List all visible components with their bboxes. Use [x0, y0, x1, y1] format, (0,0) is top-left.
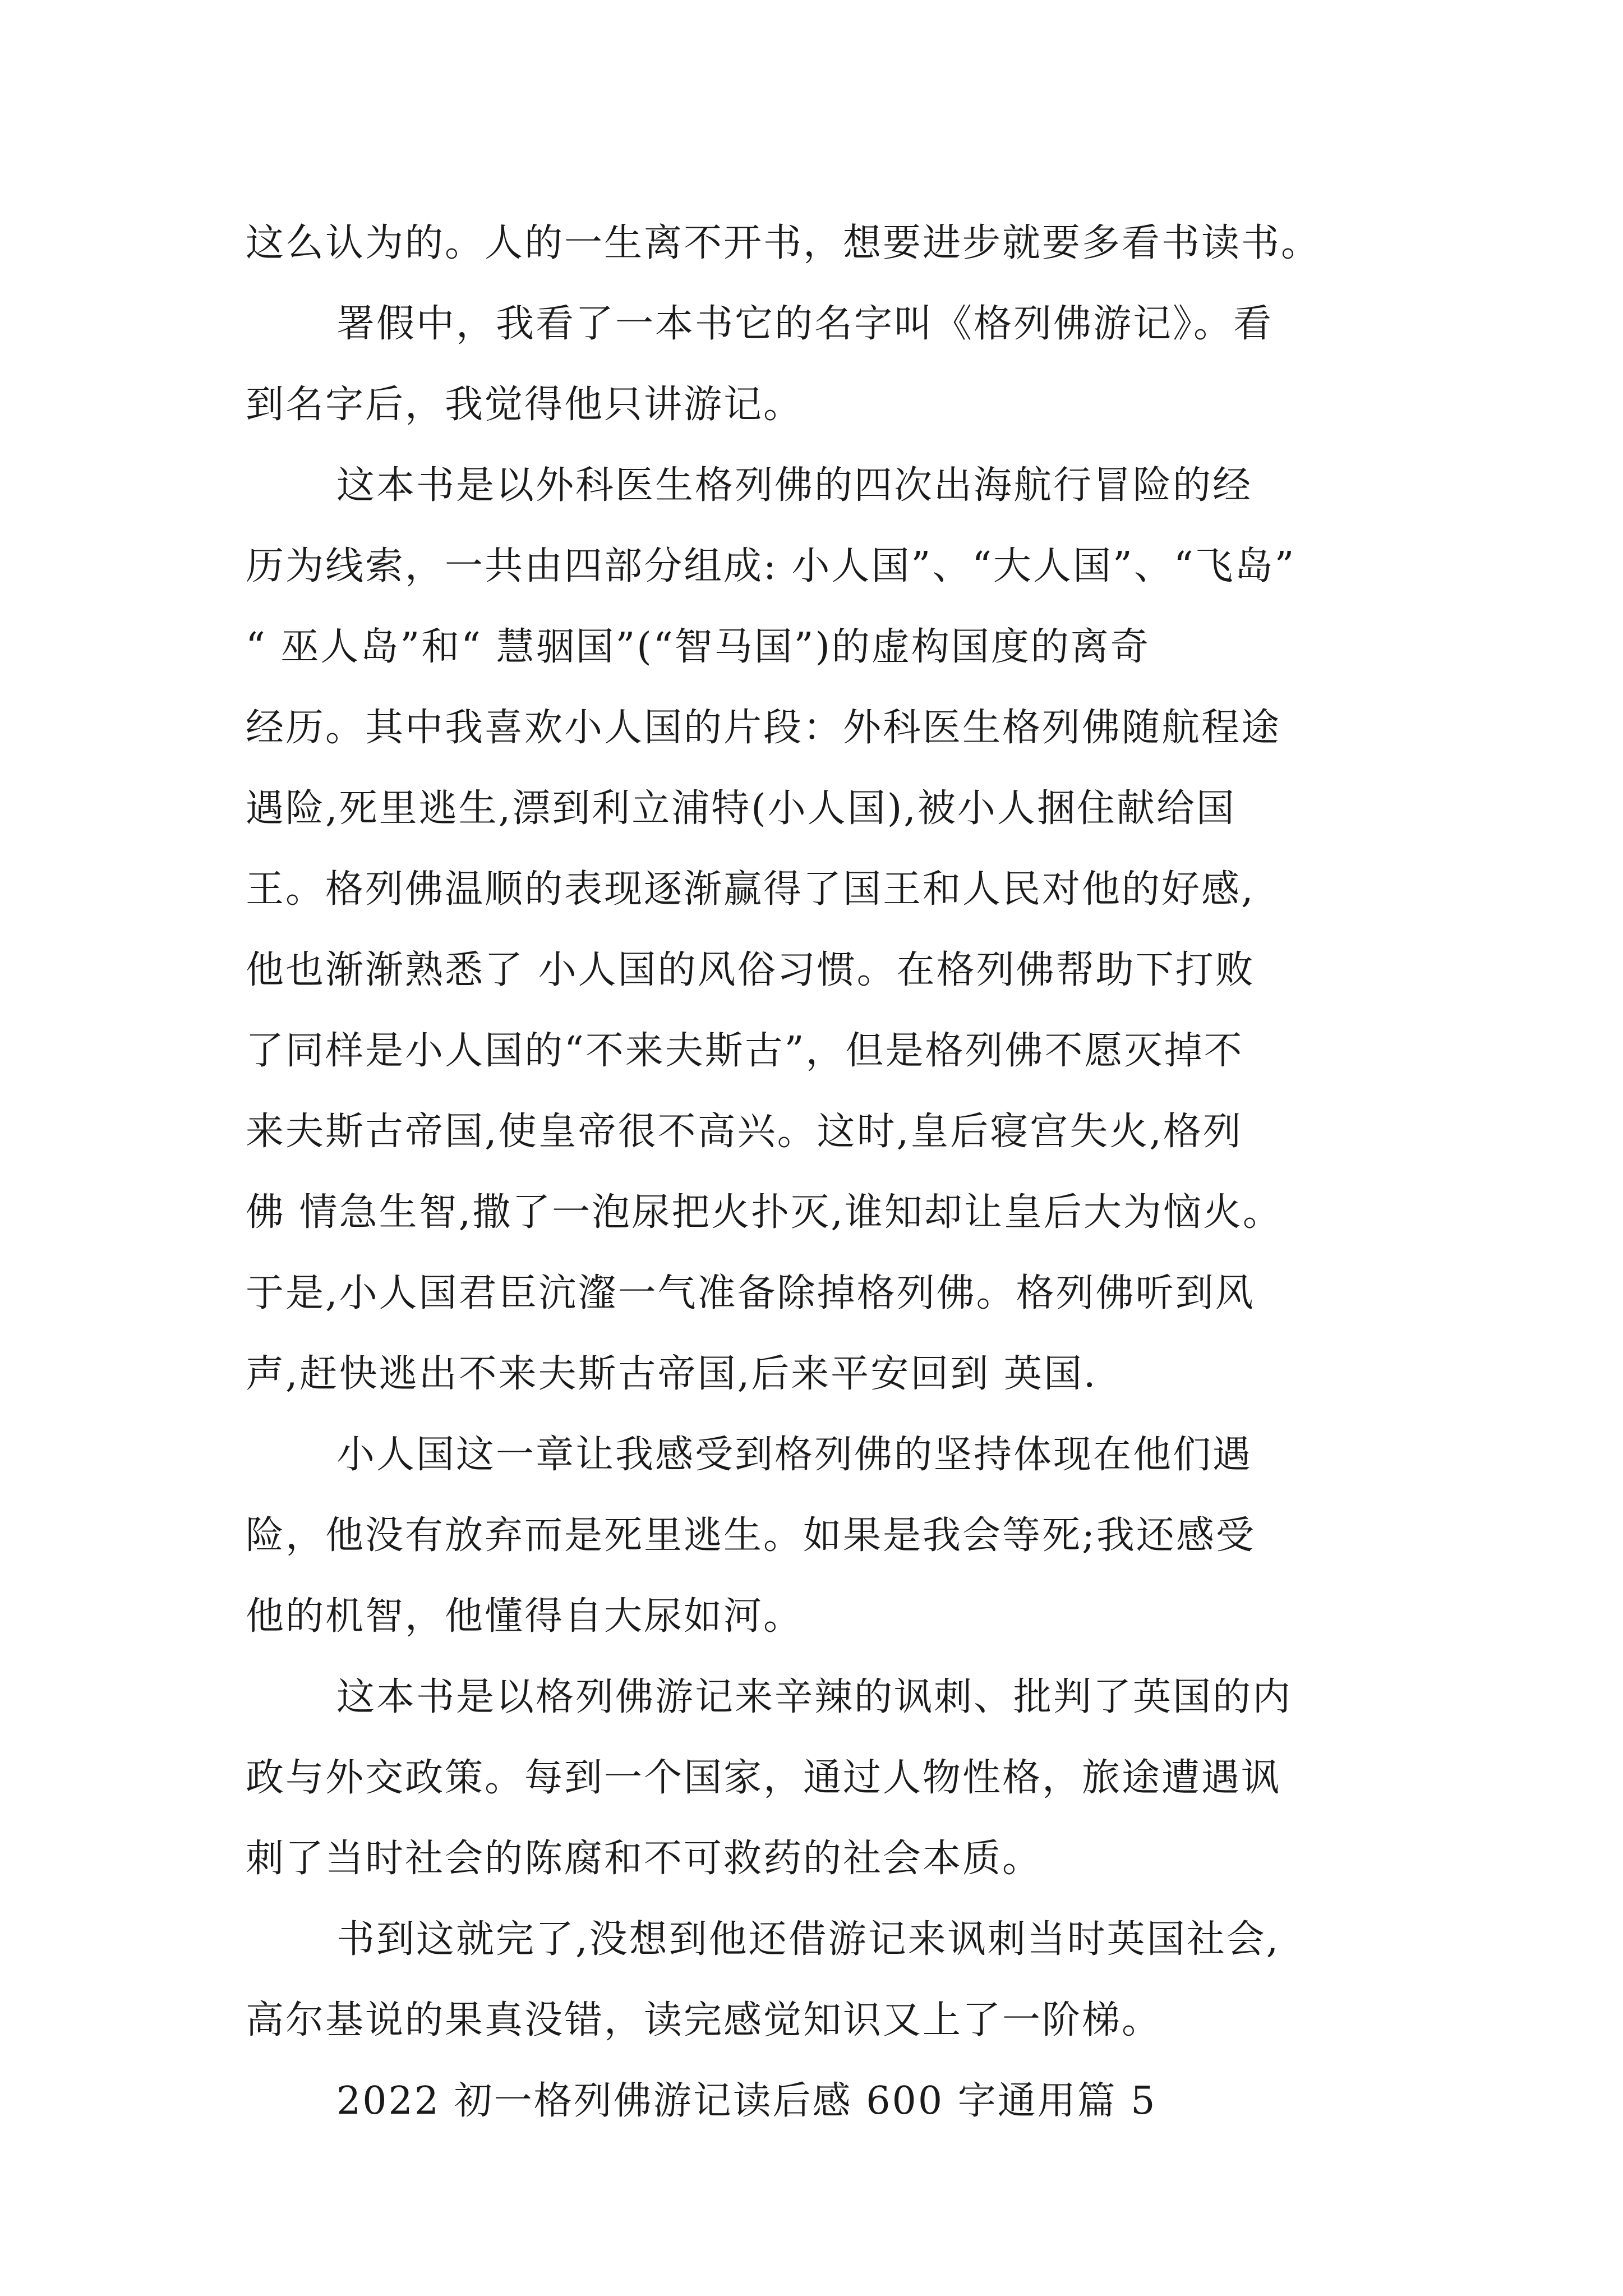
- text-line: 刺了当时社会的陈腐和不可救药的社会本质。: [246, 1837, 1043, 1881]
- section-heading: 2022 初一格列佛游记读后感 600 字通用篇 5: [336, 2079, 1157, 2123]
- text-line: 书到这就完了,没想到他还借游记来讽刺当时英国社会,: [336, 1917, 1280, 1962]
- text-line: 这么认为的。人的一生离不开书，想要进步就要多看书读书。: [246, 221, 1321, 265]
- text-line: “ 巫人岛”和“ 慧骃国”(“智马国”)的虚构国度的离奇: [246, 625, 1150, 669]
- text-line: 署假中，我看了一本书它的名字叫《格列佛游记》。看: [336, 302, 1274, 346]
- text-line: 这本书是以格列佛游记来辛辣的讽刺、批判了英国的内: [336, 1675, 1293, 1719]
- text-line: 险，他没有放弃而是死里逃生。如果是我会等死;我还感受: [246, 1513, 1256, 1558]
- text-line: 他的机智，他懂得自大尿如河。: [246, 1594, 804, 1639]
- text-line: 遇险,死里逃生,漂到利立浦特(小人国),被小人捆住献给国: [246, 786, 1236, 831]
- text-line: 这本书是以外科医生格列佛的四次出海航行冒险的经: [336, 463, 1253, 508]
- text-line: 王。格列佛温顺的表现逐渐赢得了国王和人民对他的好感,: [246, 867, 1255, 912]
- text-line: 政与外交政策。每到一个国家，通过人物性格，旅途遭遇讽: [246, 1756, 1281, 1800]
- text-line: 声,赶快逃出不来夫斯古帝国,后来平安回到 英国.: [246, 1352, 1098, 1396]
- text-line: 到名字后，我觉得他只讲游记。: [246, 383, 804, 427]
- text-line: 佛 情急生智,撒了一泡尿把火扑灭,谁知却让皇后大为恼火。: [246, 1190, 1283, 1235]
- text-line: 高尔基说的果真没错，读完感觉知识又上了一阶梯。: [246, 1998, 1162, 2042]
- text-line: 经历。其中我喜欢小人国的片段：外科医生格列佛随航程途: [246, 706, 1281, 750]
- text-line: 来夫斯古帝国,使皇帝很不高兴。这时,皇后寝宫失火,格列: [246, 1110, 1243, 1154]
- text-line: 小人国这一章让我感受到格列佛的坚持体现在他们遇: [336, 1433, 1253, 1477]
- text-line: 历为线索，一共由四部分组成: 小人国”、“大人国”、“飞岛”: [246, 544, 1296, 588]
- text-line: 了同样是小人国的“不来夫斯古”，但是格列佛不愿灭掉不: [246, 1029, 1244, 1073]
- text-line: 他也渐渐熟悉了 小人国的风俗习惯。在格列佛帮助下打败: [246, 948, 1255, 992]
- text-line: 于是,小人国君臣沆瀣一气准备除掉格列佛。格列佛听到风: [246, 1271, 1255, 1315]
